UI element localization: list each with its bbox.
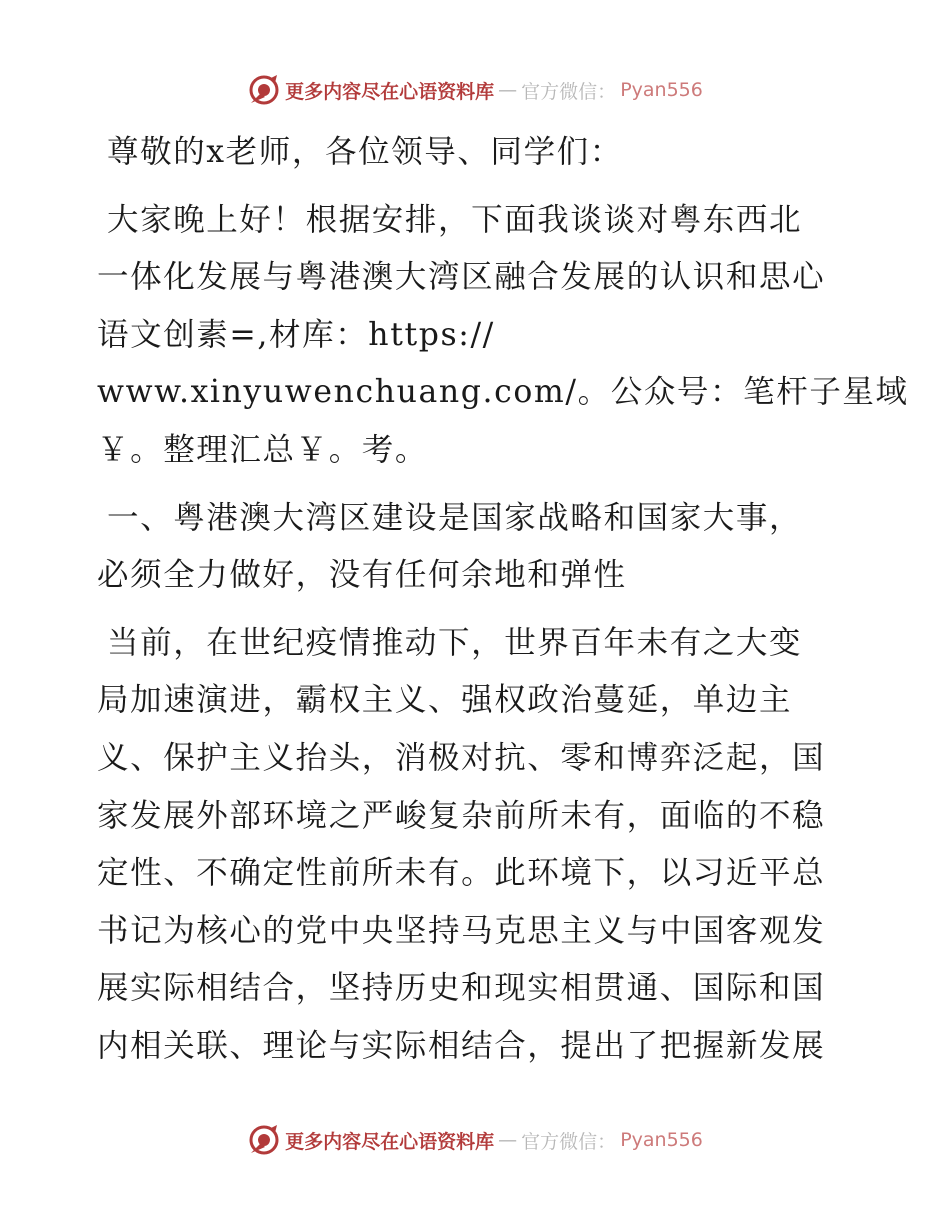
body-line: 当前，在世纪疫情推动下，世界百年未有之大变 (107, 624, 803, 661)
watermark-content (247, 73, 703, 107)
intro-paragraph (97, 192, 909, 480)
watermark-wechat-id: Pyan556 (620, 1129, 703, 1151)
body-line: 家发展外部环境之严峻复杂前所未有，面临的不稳 (97, 797, 826, 834)
intro-line: 语文创素=,材库：https:// (97, 316, 495, 353)
watermark-wechat-id: Pyan556 (620, 79, 703, 101)
watermark-label: 官方微信： (521, 80, 617, 103)
section-heading-line: 一、粤港澳大湾区建设是国家战略和国家大事， (107, 499, 803, 536)
greeting-paragraph (97, 124, 857, 182)
intro-line: ￥。整理汇总￥。考。 (97, 431, 429, 468)
watermark-banner-bottom (0, 1120, 950, 1160)
body-line: 内相关联、理论与实际相结合，提出了把握新发展 (97, 1027, 826, 1064)
intro-line: 一体化发展与粤港澳大湾区融合发展的认识和思心 (97, 259, 826, 296)
watermark-separator: — (498, 79, 518, 101)
watermark-label: 官方微信： (521, 1130, 617, 1153)
watermark-separator: — (498, 1129, 518, 1151)
intro-line: 大家晚上好！根据安排，下面我谈谈对粤东西北 (107, 201, 803, 238)
body-paragraph (97, 615, 857, 1076)
watermark-brand-text: 更多内容尽在心语资料库 (285, 80, 495, 103)
pen-logo-icon (247, 1123, 281, 1157)
watermark-brand-text: 更多内容尽在心语资料库 (285, 1130, 495, 1153)
pen-logo-icon (247, 73, 281, 107)
body-line: 定性、不确定性前所未有。此环境下，以习近平总 (97, 855, 826, 892)
intro-line: www.xinyuwenchuang.com/。公众号：笔杆子星域 (97, 374, 909, 411)
body-line: 局加速演进，霸权主义、强权政治蔓延，单边主 (97, 682, 793, 719)
greeting-line: 尊敬的x老师，各位领导、同学们： (107, 134, 623, 170)
section-heading (97, 490, 857, 605)
watermark-banner-top (0, 70, 950, 110)
body-line: 书记为核心的党中央坚持马克思主义与中国客观发 (97, 912, 826, 949)
body-line: 义、保护主义抬头，消极对抗、零和博弈泛起，国 (97, 739, 826, 776)
body-line: 展实际相结合，坚持历史和现实相贯通、国际和国 (97, 970, 826, 1007)
section-heading-line: 必须全力做好，没有任何余地和弹性 (97, 557, 627, 594)
watermark-content (247, 1123, 703, 1157)
document-body (97, 124, 909, 1076)
